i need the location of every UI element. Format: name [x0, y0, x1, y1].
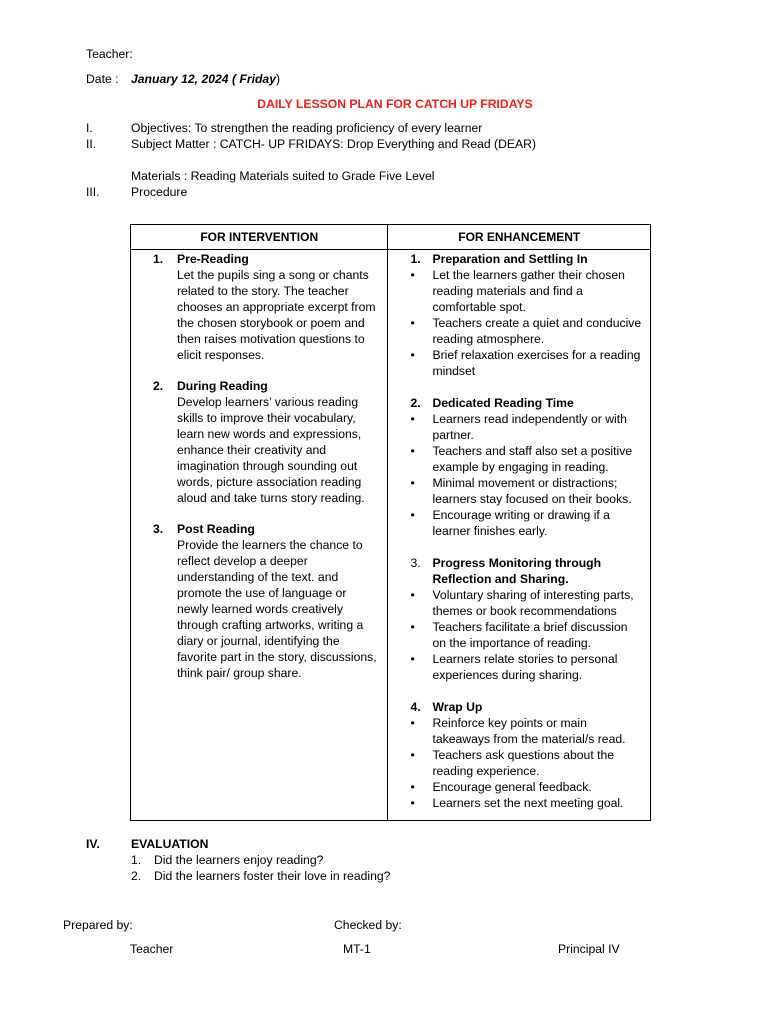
section-text-line: promote the use of language or: [177, 586, 347, 600]
section-text-line: enhance their creativity and: [177, 443, 327, 457]
section-title: Preparation and Settling In: [432, 252, 588, 266]
section-number: 3.: [410, 556, 421, 570]
bullet-text-line: • Teachers create a quiet and conducive: [432, 316, 642, 330]
list-item: [410, 443, 650, 475]
outline-numeral-3: III.: [86, 185, 100, 199]
prepared-by-label: Prepared by:: [63, 918, 133, 932]
section-number: 4.: [410, 700, 421, 714]
intervention-section: [153, 521, 387, 681]
section-text-line: favorite part in the story, discussions,: [177, 650, 377, 664]
section-title: Wrap Up: [432, 700, 483, 714]
section-text-line: diary or journal, identifying the: [177, 634, 340, 648]
materials-text: Materials : Reading Materials suited to Grade Five Level: [131, 169, 435, 183]
enhancement-section: [410, 699, 650, 811]
bullet-list: [410, 267, 650, 379]
section-title: Progress Monitoring through: [432, 556, 602, 570]
enhancement-section-heading: [410, 699, 650, 715]
section-text-line: words, picture association reading: [177, 475, 362, 489]
bullet-text-line: learners stay focused on their books.: [432, 492, 632, 506]
section-text-line: Develop learners’ various reading: [177, 395, 359, 409]
list-item: [410, 779, 650, 795]
section-text-line: imagination through sounding out: [177, 459, 358, 473]
teacher-label: Teacher:: [86, 47, 133, 61]
section-number: 2.: [410, 396, 421, 410]
bullet-text-line: reading atmosphere.: [432, 332, 545, 346]
list-item: [410, 619, 650, 651]
section-text-line: think pair/ group share.: [177, 666, 302, 680]
table-header-row: [131, 225, 651, 250]
section-title: Reflection and Sharing.: [432, 572, 569, 586]
list-item: [410, 507, 650, 539]
section-text-line: Provide the learners the chance to: [177, 538, 363, 552]
enhancement-list: [388, 250, 650, 811]
evaluation-title: EVALUATION: [131, 837, 209, 851]
bullet-text-line: • Teachers facilitate a brief discussion: [432, 620, 628, 634]
outline-numeral-2: II.: [86, 137, 97, 151]
enhancement-section-heading: [410, 555, 650, 587]
bullet-text-line: • Teachers ask questions about the: [432, 748, 615, 762]
bullet-text-line: • Let the learners gather their chosen: [432, 268, 625, 282]
section-text-line: through crafting artworks, writing a: [177, 618, 364, 632]
list-item: [410, 715, 650, 747]
section-text-line: chooses an appropriate excerpt from: [177, 300, 376, 314]
bullet-text-line: • Encourage general feedback.: [432, 780, 592, 794]
date-text: January 12, 2024 ( Friday: [131, 72, 276, 86]
section-title: Pre-Reading: [177, 252, 249, 266]
bullet-text-line: partner.: [432, 428, 474, 442]
evaluation-q2: Did the learners foster their love in reading?: [154, 869, 391, 883]
intervention-section: [153, 378, 387, 506]
principal-signature-label: Principal IV: [558, 942, 620, 956]
outline-numeral-1: I.: [86, 121, 93, 135]
section-text-line: understanding of the text. and: [177, 570, 339, 584]
enhancement-section-heading: [410, 395, 650, 411]
date-label: Date :: [86, 72, 119, 86]
mt-signature-label: MT-1: [343, 942, 371, 956]
list-item: [410, 587, 650, 619]
section-title: Post Reading: [177, 522, 255, 536]
section-text-line: Let the pupils sing a song or chants: [177, 268, 369, 282]
bullet-text-line: • Learners set the next meeting goal.: [432, 796, 624, 810]
bullet-list: [410, 715, 650, 811]
bullet-text-line: on the importance of reading.: [432, 636, 592, 650]
intervention-section: [153, 251, 387, 363]
bullet-text-line: reading materials and find a: [432, 284, 583, 298]
bullet-text-line: themes or book recommendations: [432, 604, 617, 618]
section-text-line: the chosen storybook or poem and: [177, 316, 365, 330]
section-text-line: related to the story. The teacher: [177, 284, 349, 298]
bullet-text-line: mindset: [432, 364, 476, 378]
enhancement-section: [410, 395, 650, 539]
bullet-text-line: • Learners relate stories to personal: [432, 652, 618, 666]
bullet-text-line: • Minimal movement or distractions;: [432, 476, 618, 490]
section-text-line: learn new words and expressions,: [177, 427, 362, 441]
section-number: 2.: [153, 379, 164, 393]
bullet-text-line: comfortable spot.: [432, 300, 526, 314]
list-item: [410, 347, 650, 379]
list-item: [410, 315, 650, 347]
list-item: [410, 795, 650, 811]
section-number: 1.: [153, 252, 164, 266]
intervention-cell: [131, 250, 388, 821]
list-item: [410, 267, 650, 315]
table-body-row: [131, 250, 651, 821]
list-item: [410, 747, 650, 779]
subject-matter-text: Subject Matter : CATCH- UP FRIDAYS: Drop Everything and Read (DEAR): [131, 137, 537, 151]
checked-by-label: Checked by:: [334, 918, 402, 932]
enhancement-section: [410, 555, 650, 683]
evaluation-q2-num: 2.: [131, 869, 142, 883]
intervention-list: [131, 250, 387, 681]
enhancement-section: [410, 251, 650, 379]
procedure-table: [130, 224, 651, 821]
bullet-text-line: learner finishes early.: [432, 524, 548, 538]
date-value: [131, 71, 280, 87]
bullet-text-line: example by engaging in reading.: [432, 460, 609, 474]
evaluation-q1-num: 1.: [131, 853, 142, 867]
evaluation-numeral: IV.: [86, 837, 100, 851]
document-title: DAILY LESSON PLAN FOR CATCH UP FRIDAYS: [257, 97, 533, 111]
bullet-list: [410, 411, 650, 539]
section-title: Dedicated Reading Time: [432, 396, 574, 410]
section-text-line: elicit responses.: [177, 348, 265, 362]
list-item: [410, 475, 650, 507]
teacher-signature-label: Teacher: [130, 942, 174, 956]
enhancement-section-heading: [410, 251, 650, 267]
date-close-paren: ): [275, 72, 281, 86]
section-text-line: then raises motivation questions to: [177, 332, 365, 346]
bullet-text-line: • Learners read independently or with: [432, 412, 627, 426]
enhancement-cell: [388, 250, 651, 821]
bullet-text-line: • Brief relaxation exercises for a reading: [432, 348, 641, 362]
enhancement-header: FOR ENHANCEMENT: [388, 225, 651, 250]
bullet-text-line: • Voluntary sharing of interesting parts,: [432, 588, 634, 602]
section-title: During Reading: [177, 379, 268, 393]
evaluation-q1: Did the learners enjoy reading?: [154, 853, 324, 867]
section-number: 1.: [410, 252, 421, 266]
section-text-line: aloud and take turns story reading.: [177, 491, 365, 505]
bullet-text-line: experiences during sharing.: [432, 668, 583, 682]
section-number: 3.: [153, 522, 164, 536]
bullet-text-line: takeaways from the material/s read.: [432, 732, 626, 746]
list-item: [410, 651, 650, 683]
objectives-text: Objectives: To strengthen the reading proficiency of every learner: [131, 121, 483, 135]
intervention-header: FOR INTERVENTION: [131, 225, 388, 250]
procedure-text: Procedure: [131, 185, 188, 199]
list-item: [410, 411, 650, 443]
section-text-line: reflect develop a deeper: [177, 554, 308, 568]
bullet-text-line: • Reinforce key points or main: [432, 716, 587, 730]
bullet-text-line: • Encourage writing or drawing if a: [432, 508, 610, 522]
bullet-text-line: reading experience.: [432, 764, 540, 778]
section-text-line: skills to improve their vocabulary,: [177, 411, 356, 425]
bullet-list: [410, 587, 650, 683]
section-text-line: newly learned words creatively: [177, 602, 343, 616]
bullet-text-line: • Teachers and staff also set a positive: [432, 444, 633, 458]
